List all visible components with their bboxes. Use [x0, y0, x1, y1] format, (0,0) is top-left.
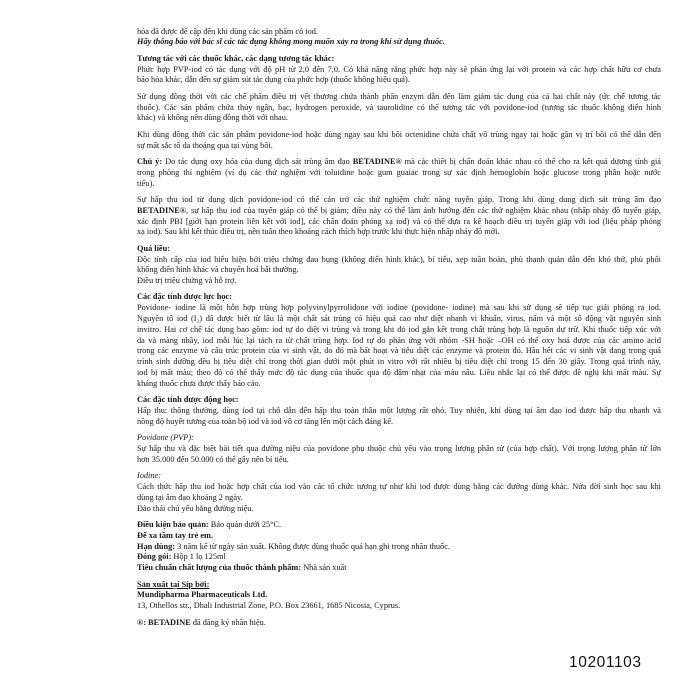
text-line: xạ iod). Sau khi kết thúc điều trị, nên tuân theo khoảng cách thích hợp trước khi thực hiện nhấp nháy đồ mới. — [137, 227, 500, 237]
text-line: Sự hấp thu iod từ dung dịch povidone-iod có thể cản trở các thử nghiệm chức năng tuyến giáp. Trong khi dùng dung dịch sát trùng âm đạo — [137, 194, 661, 204]
text-line: Sự hấp thu và đặc biệt bài tiết qua đường niệu của povidone phụ thuộc chủ yếu vào trọng lượng phân tử (của hợp chất). Với trọng lượng phân tử lớn — [137, 444, 661, 454]
quality-standard-line — [137, 563, 661, 574]
intro-paragraph — [137, 27, 661, 49]
text-line: hơn 35.000 đến 50.000 có thể gây nên bí tiểu. — [137, 454, 289, 464]
text-segment: mà các thiết bị chẩn đoán khác nhau có thể cho ra kết quả dương tính giả — [404, 156, 661, 166]
octenidine-paragraph — [137, 130, 661, 152]
text-line: sự mất sắc tố da thoáng qua tại vùng bôi. — [137, 140, 273, 150]
brand-name: BETADINE® — [352, 156, 402, 166]
text-line: Povidone- iodine là một hỗn hợp trùng hợp polyvinylpyrrolidone với iodine (povidone- iodine) mà sau khi sử dụng sẽ tiếp tục giải phóng ra iod. — [137, 303, 661, 313]
text-line: dùng tại âm đạo khoảng 2 ngày. — [137, 492, 243, 502]
thyroid-paragraph — [137, 195, 661, 238]
text-line: thuốc). Các sản phẩm chứa thủy ngân, bạc, hydrogen peroxide, và taurolidine có thể tương tác với povidone-iod (tương tác thuốc không điển hình — [137, 102, 661, 112]
text-line: nồng độ huyết tương của toàn bộ iod và iod vô cơ tăng lên một cách đáng kể. — [137, 416, 394, 426]
shelf-life-value: 3 năm kể từ ngày sản xuất. Không được dùng thuốc quá hạn ghi trong nhãn thuốc. — [177, 541, 450, 551]
quality-standard-value: Nhà sản xuất — [303, 563, 347, 573]
packaging-line — [137, 552, 661, 563]
document-body — [137, 27, 661, 629]
text-line: Điều trị triệu chứng và hỗ trợ. — [137, 276, 237, 286]
text-line: tiểu). — [137, 178, 155, 188]
section-heading-overdose: Quá liều: — [137, 243, 170, 253]
trademark-text: đã đăng ký nhãn hiệu. — [192, 617, 266, 627]
text-line: trong phòng thí nghiệm (ví dụ các thử nghiệm với toluidine hoặc gum guaiac trong sự xác định hemoglobin hoặc glucose trong phân hoặc nước — [137, 167, 661, 177]
text-line — [137, 157, 661, 168]
iodine-section — [137, 471, 661, 514]
packaging-value: Hộp 1 lọ 125ml — [173, 552, 226, 562]
section-heading-interactions: Tương tác với các thuốc khác, các dạng tương tác khác: — [137, 53, 335, 63]
text-line: trong các enzyme và cấu trúc protein của vi sinh vật, do đó mà bất hoạt và tiêu diệt các enzyme và protein đó. Hầu hết các vi sinh vật đang trong quá — [137, 346, 661, 356]
text-line: Hấp thu: thông thường, dùng iod tại chỗ dẫn đến hấp thu toàn thân một lượng rất nhỏ. Tuy nhiên, khi dùng tại âm đạo iod được hấp thu nhanh và — [137, 406, 661, 416]
text-line: invitro. Hai cơ chế tác dụng bao gồm: iod tự do diệt vi trùng và trong khi đó iod gắn kết trong chất trùng hợp là nguồn dự trữ. Khi thuốc tiếp xúc với — [137, 324, 661, 334]
text-line: Nguyên tố iod (I₂) đã được biết từ lâu là một chất sát trùng có hiệu quả cao như diệt nhanh vi khuẩn, virus, nấm và một số động vật nguyên sinh — [137, 314, 661, 324]
shelf-life-line — [137, 542, 661, 553]
section-heading-pharmacodynamics: Các đặc tính dược lực học: — [137, 292, 232, 302]
overdose-section — [137, 244, 661, 287]
storage-value: Bảo quản dưới 25°C. — [210, 520, 282, 529]
text-line: xác định PBI [giới hạn protein liên kết với iod], các chẩn đoán phóng xạ iod) và có thể dựa ra kế hoạch điều trị tuyến giáp với iod (liệu pháp phóng — [137, 216, 661, 226]
trademark-mark: ®: BETADINE — [137, 617, 191, 627]
brand-name: BETADINE® — [137, 205, 186, 215]
enzyme-interaction-paragraph — [137, 92, 661, 124]
text-line: iod bị mất màu; theo đó có thể thấy mức độ tác dụng của thuốc qua độ đậm nhạt của màu nâu. Liều nhắc lại có thể được đề nghị khi mất màu. Sự — [137, 368, 661, 378]
lab-note-paragraph — [137, 157, 661, 189]
trademark-section — [137, 618, 661, 629]
shelf-life-label: Hạn dùng: — [137, 541, 176, 551]
interactions-section — [137, 54, 661, 86]
text-line: Phức hợp PVP-iod có tác dụng với độ pH từ 2,0 đến 7,0. Có khả năng rằng phức hợp này sẽ phản ứng lại với protein và các hợp chất hữu cơ chưa — [137, 64, 661, 74]
text-line: Sử dụng đồng thời với các chế phẩm điều trị vết thương chứa thành phần enzym dẫn đến làm giảm tác dụng của cả hai chất này (ức chế tương tác — [137, 91, 661, 101]
storage-section — [137, 520, 661, 574]
subheading-iodine: Iodine: — [137, 471, 161, 481]
packaging-label: Đóng gói: — [137, 552, 172, 562]
storage-label: Điều kiện bảo quản: — [137, 520, 209, 529]
text-line: da và màng nhầy, iod mỗi lúc lại tách ra từ chất trùng hợp. Iod tự do phản ứng với nhóm -SH hoặc –OH có thể oxy hoá được của các amino acid — [137, 335, 661, 345]
trademark-line — [137, 618, 661, 629]
manufacturer-name: Mundipharma Pharmaceuticals Ltd. — [137, 590, 268, 600]
subheading-povidone: Povidone (PVP): — [137, 433, 194, 443]
section-heading-pharmacokinetics: Các đặc tính dược động học: — [137, 395, 239, 405]
quality-standard-label: Tiêu chuẩn chất lượng của thuốc thành phẩm: — [137, 563, 302, 573]
text-line: Khi dùng đồng thời các sản phẩm povidone-iod hoặc dùng ngay sau khi bôi octenidine chứa chất vô trùng ngay tại hoặc gần vị trí bôi có thể dẫn đến — [137, 129, 661, 139]
text-line: khác) và không nên dùng đồng thời với nhau. — [137, 113, 288, 123]
manufacturer-section — [137, 580, 661, 612]
keep-away-notice: Để xa tầm tay trẻ em. — [137, 530, 214, 540]
text-line: Cách thức hấp thu iod hoặc hợp chất của iod vào các tổ chức tương tự như khi iod được dùng bằng các đường dùng khác. Nửa đời sinh học sau khi — [137, 482, 661, 492]
manufacturer-address: 13, Othellos str., Dhali Industrial Zone, P.O. Box 23661, 1685 Nicosia, Cyprus. — [137, 601, 401, 611]
povidone-section — [137, 433, 661, 465]
text-line: Độc tính cấp của iod biểu hiện bởi triệu chứng đau bụng (không điển hình khác), bí tiểu, xẹp tuần hoàn, phù thanh quản dẫn đến khó thở, phù phổi — [137, 254, 661, 264]
text-line: Đào thải chủ yếu bằng đường niệu. — [137, 503, 254, 513]
pharmacodynamics-section — [137, 292, 661, 389]
text-line: trình sinh dưỡng đều bị tiêu diệt chỉ trong thời gian dưới một phút in vitro với rất nhiều bị tiêu diệt chỉ trong 15 đến 30 giây. Trong quá trình này, — [137, 357, 661, 367]
pharmacokinetics-section — [137, 395, 661, 427]
manufacturer-heading: Sản xuất tại Síp bởi: — [137, 579, 210, 589]
text-segment: Do tác dụng oxy hóa của dung dịch sát trùng âm đạo — [165, 156, 350, 166]
text-line: bão hòa khác, dẫn đến sự giảm sút tác dụng của phức hợp (thuốc không hiệu quả). — [137, 75, 410, 85]
text-line: không điển hình khác và chuyển hoá bất thường. — [137, 265, 299, 275]
text-line: kháng thuốc chưa được thấy báo cáo. — [137, 378, 261, 388]
side-effect-warning: Hãy thông báo với bác sĩ các tác dụng không mong muốn xảy ra trong khi sử dụng thuốc. — [137, 37, 445, 47]
document-code: 10201103 — [569, 654, 642, 671]
storage-line — [137, 520, 661, 531]
text-line: hóa đã được để cập đến khi dùng các sản phẩm có iod. — [137, 26, 318, 36]
text-line — [137, 206, 661, 217]
note-label: Chú ý: — [137, 156, 163, 166]
text-segment: , sự hấp thu iod của tuyến giáp có thể bị giảm; điều này có thể làm ảnh hưởng đến các thử nghiệm khác nhau (nhấp nháy đồ tuyến giáp, — [185, 205, 661, 215]
